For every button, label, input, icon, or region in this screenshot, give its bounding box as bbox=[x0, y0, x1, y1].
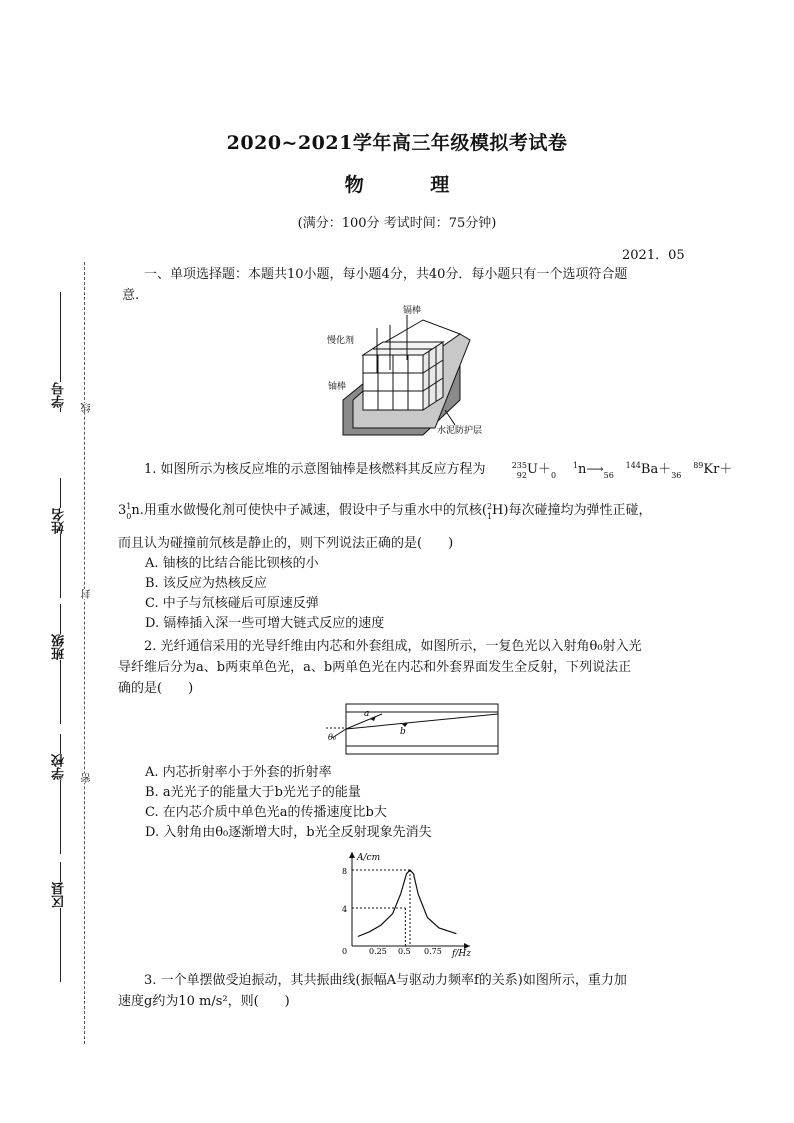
label-cadmium-rod: 镉棒 bbox=[403, 306, 422, 316]
sidebar-field-student-id[interactable] bbox=[50, 292, 72, 412]
seal-word-secret: 密 bbox=[82, 773, 93, 783]
sidebar-label-name: 姓名 bbox=[52, 508, 67, 534]
q2-option-a[interactable]: A. 内芯折射率小于外套的折射率 bbox=[145, 765, 332, 780]
seal-word-line: 线 bbox=[82, 403, 93, 413]
q2-option-c[interactable]: C. 在内芯介质中单色光a的传播速度比b大 bbox=[145, 805, 387, 820]
reaction-arrow-icon: ⟶ bbox=[586, 462, 604, 476]
label-concrete: 水泥防护层 bbox=[437, 426, 483, 436]
exam-meta: (满分：100分 考试时间：75分钟) bbox=[297, 216, 497, 231]
sidebar-field-name[interactable] bbox=[50, 478, 72, 598]
x-tick-025: 0.25 bbox=[369, 947, 387, 956]
sidebar-label-school: 学校 bbox=[52, 754, 67, 780]
q2-line3: 确的是( ) bbox=[118, 681, 194, 696]
q1-options bbox=[145, 554, 384, 634]
ray-a-label: a bbox=[364, 709, 370, 719]
q1-equation: 235 92U＋ 1 0 n⟶ 144 56 Ba＋ 89 36 Kr＋ bbox=[511, 460, 733, 480]
q1-option-b[interactable]: B. 该反应为热核反应 bbox=[145, 576, 267, 591]
y-axis-label: A/cm bbox=[357, 853, 381, 863]
q1-text1: 1. 如图所示为核反应堆的示意图铀棒是核燃料其反应方程为 bbox=[144, 462, 486, 477]
sidebar-label-class: 班级 bbox=[52, 634, 67, 660]
q2-option-b[interactable]: B. a光光子的能量大于b光光子的能量 bbox=[145, 785, 361, 800]
resonance-curve bbox=[358, 870, 457, 937]
q3-stem bbox=[118, 970, 692, 1012]
y-tick-4: 4 bbox=[342, 905, 348, 914]
sidebar-label-student-id: 学号 bbox=[52, 382, 67, 408]
q1-option-d[interactable]: D. 镉棒插入深一些可增大链式反应的速度 bbox=[145, 616, 385, 631]
q1-option-a[interactable]: A. 铀核的比结合能比钡核的小 bbox=[145, 556, 319, 571]
binding-dashed-line bbox=[84, 262, 85, 1044]
q1-line2: 31 0n.用重水做慢化剂可使快中子减速，假设中子与重水中的氘核(2 1H)每次碰撞均为弹性正碰， bbox=[118, 501, 652, 521]
x-axis-label: f/Hz bbox=[452, 949, 471, 958]
seal-word-seal: 封 bbox=[82, 589, 93, 599]
q2-stem bbox=[118, 636, 692, 699]
section1-intro-line2: 意. bbox=[122, 288, 140, 303]
q2-line2: 导纤维后分为a、b两束单色光，a、b两单色光在内芯和外套界面发生全反射，下列说法正 bbox=[118, 660, 632, 675]
sidebar-field-district[interactable] bbox=[50, 862, 72, 982]
q2-line1: 2. 光纤通信采用的光导纤维由内芯和外套组成，如图所示，一复色光以入射角θ₀射入光 bbox=[144, 639, 642, 654]
y-tick-8: 8 bbox=[342, 867, 348, 876]
sidebar-field-class[interactable] bbox=[50, 604, 72, 724]
q2-options bbox=[145, 763, 432, 843]
exam-date: 2021．05 bbox=[622, 248, 685, 263]
page-title: 2020~2021学年高三年级模拟考试卷 bbox=[226, 132, 568, 154]
q1-option-c[interactable]: C. 中子与氘核碰后可原速反弹 bbox=[145, 596, 319, 611]
x-tick-075: 0.75 bbox=[424, 947, 442, 956]
reactor-figure bbox=[325, 300, 500, 443]
section1-intro-line1: 一、单项选择题：本题共10小题，每小题4分，共40分．每小题只有一个选项符合题 bbox=[144, 267, 628, 282]
ray-b-label: b bbox=[400, 727, 406, 737]
theta-label: θ₀ bbox=[328, 733, 337, 742]
fiber-figure bbox=[322, 702, 502, 756]
q2-option-d[interactable]: D. 入射角由θ₀逐渐增大时，b光全反射现象先消失 bbox=[145, 825, 432, 840]
q1-stem bbox=[122, 458, 733, 481]
subject-title: 物 理 bbox=[344, 174, 480, 196]
resonance-chart bbox=[330, 848, 480, 958]
q3-line2: 速度g约为10 m/s²，则( ) bbox=[118, 994, 290, 1009]
label-uranium-rod: 铀棒 bbox=[328, 382, 347, 392]
sidebar-field-school[interactable] bbox=[50, 734, 72, 854]
x-tick-05: 0.5 bbox=[398, 947, 411, 956]
q1-line1 bbox=[122, 458, 733, 481]
q1-line3: 而且认为碰撞前氘核是静止的，则下列说法正确的是( ) bbox=[118, 536, 454, 551]
dashed-guides bbox=[352, 870, 410, 946]
q3-line1: 3. 一个单摆做受迫振动，其共振曲线(振幅A与驱动力频率f的关系)如图所示，重力加 bbox=[144, 973, 627, 988]
label-moderator: 慢化剂 bbox=[327, 336, 355, 346]
origin-label: 0 bbox=[342, 947, 348, 956]
sidebar-label-district: 区县 bbox=[52, 882, 67, 908]
